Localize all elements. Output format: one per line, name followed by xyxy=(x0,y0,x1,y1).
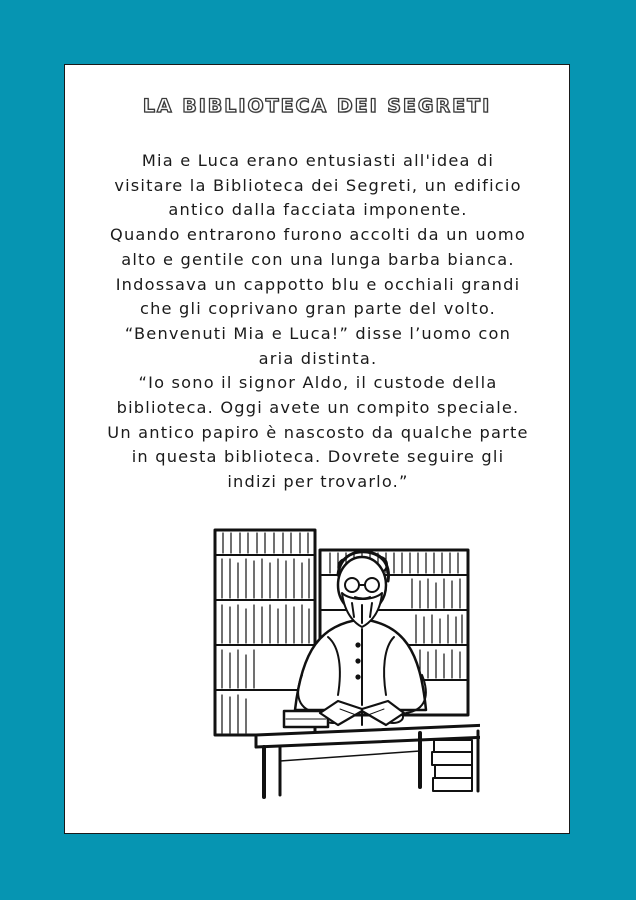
story-line: alto e gentile con una lunga barba bianca. xyxy=(121,249,515,269)
story-page xyxy=(64,64,570,834)
story-line: antico dalla facciata imponente. xyxy=(168,200,468,220)
story-line: indizi per trovarlo.” xyxy=(227,472,409,492)
story-line: Indossava un cappotto blu e occhiali grandi xyxy=(115,274,521,294)
librarian-illustration xyxy=(190,525,480,805)
story-line: aria distinta. xyxy=(258,348,378,368)
story-line: “Io sono il signor Aldo, il custode della xyxy=(138,373,498,393)
story-line: Un antico papiro è nascosto da qualche parte xyxy=(107,422,529,442)
page-title: LA BIBLIOTECA DEI SEGRETI xyxy=(142,95,492,117)
story-line: che gli coprivano gran parte del volto. xyxy=(139,299,497,319)
story-line: “Benvenuti Mia e Luca!” disse l’uomo con xyxy=(124,323,512,343)
book-stack xyxy=(432,740,472,791)
story-text xyxy=(75,149,561,495)
story-line: visitare la Biblioteca dei Segreti, un edificio xyxy=(114,175,522,195)
story-line: Mia e Luca erano entusiasti all'idea di xyxy=(141,151,495,170)
story-line: biblioteca. Oggi avete un compito speciale. xyxy=(116,398,520,418)
story-line: Quando entrarono furono accolti da un uomo xyxy=(110,225,526,245)
story-line: in questa biblioteca. Dovrete seguire gli xyxy=(131,447,505,467)
